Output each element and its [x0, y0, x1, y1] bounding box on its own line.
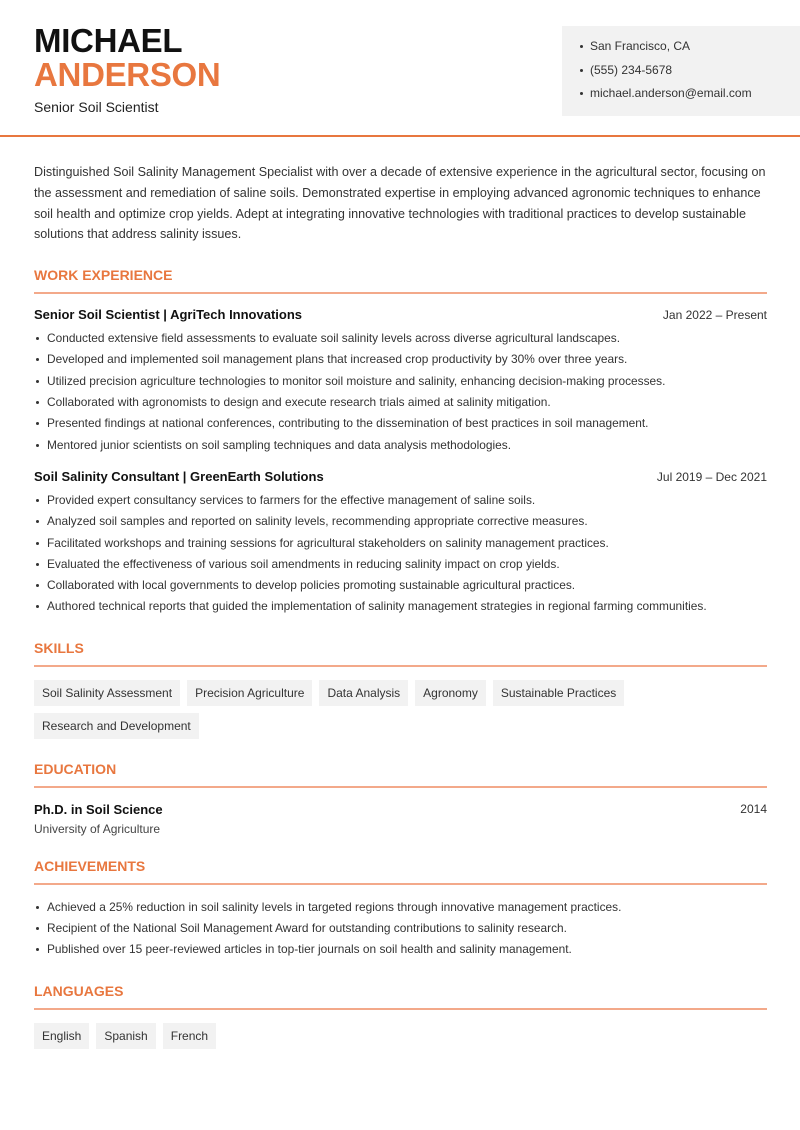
- skill-tag: Precision Agriculture: [187, 680, 312, 706]
- contact-email[interactable]: michael.anderson@email.com: [580, 85, 800, 109]
- job-bullet: Collaborated with local governments to develop policies promoting sustainable agricultural practices.: [34, 575, 767, 596]
- section-title-languages: LANGUAGES: [34, 983, 767, 1010]
- job-bullet: Facilitated workshops and training sessions for agricultural stakeholders on salinity management practices.: [34, 533, 767, 554]
- job-bullet: Collaborated with agronomists to design and execute research trials aimed at salinity mitigation.: [34, 392, 767, 413]
- languages-list: [34, 1023, 767, 1049]
- achievements-list: [34, 897, 767, 961]
- resume-header: [0, 0, 800, 137]
- section-title-work: WORK EXPERIENCE: [34, 267, 767, 294]
- section-title-skills: SKILLS: [34, 640, 767, 667]
- language-tag: Spanish: [96, 1023, 155, 1049]
- job-bullet: Developed and implemented soil management plans that increased crop productivity by 30% over three years.: [34, 349, 767, 370]
- first-name: MICHAEL: [34, 22, 183, 59]
- candidate-name: [34, 24, 220, 92]
- skill-tag: Soil Salinity Assessment: [34, 680, 180, 706]
- job-entry-title: Senior Soil Scientist | AgriTech Innovations: [34, 307, 303, 323]
- section-title-achievements: ACHIEVEMENTS: [34, 858, 767, 885]
- job-entry-date: Jul 2019 – Dec 2021: [656, 469, 767, 484]
- skill-tag: Research and Development: [34, 713, 199, 739]
- job-bullet: Utilized precision agriculture technologies to monitor soil moisture and salinity, enhancing decision-making processes.: [34, 371, 767, 392]
- education-degree: Ph.D. in Soil Science: [34, 801, 163, 817]
- achievement-item: Achieved a 25% reduction in soil salinity levels in targeted regions through innovative management practices.: [34, 897, 767, 918]
- skill-tag: Agronomy: [415, 680, 486, 706]
- education-entry: [34, 802, 767, 836]
- job-entry-title: Soil Salinity Consultant | GreenEarth Solutions: [34, 468, 324, 484]
- contact-box: [562, 26, 800, 116]
- job-entry: [34, 469, 767, 618]
- achievement-item: Recipient of the National Soil Management Award for outstanding contributions to salinity research.: [34, 918, 767, 939]
- last-name: ANDERSON: [34, 56, 221, 93]
- achievement-item: Published over 15 peer-reviewed articles in top-tier journals on soil health and salinity management.: [34, 939, 767, 960]
- contact-location: San Francisco, CA: [580, 38, 800, 62]
- language-tag: French: [163, 1023, 216, 1049]
- skill-tag: Data Analysis: [319, 680, 408, 706]
- job-bullet: Presented findings at national conferences, contributing to the dissemination of best practices in soil management.: [34, 413, 767, 434]
- summary: Distinguished Soil Salinity Management Specialist with over a decade of extensive experience in the agricultural sector, focusing on the assessment and remediation of saline soils. Demonstrated expertise in employing advanced agronomic techniques to enhance soil health and optimize crop yields. Adept at integrating innovative technologies with traditional practices to develop sustainable solutions that address salinity issues.: [34, 165, 766, 242]
- job-bullet: Authored technical reports that guided the implementation of salinity management strategies in regional farming communities.: [34, 596, 767, 617]
- job-bullet: Analyzed soil samples and reported on salinity levels, recommending appropriate corrective measures.: [34, 511, 767, 532]
- education-year: 2014: [740, 801, 767, 816]
- section-title-education: EDUCATION: [34, 761, 767, 788]
- job-title: Senior Soil Scientist: [34, 99, 159, 115]
- job-bullet: Evaluated the effectiveness of various soil amendments in reducing salinity impact on crop yields.: [34, 554, 767, 575]
- job-bullet: Provided expert consultancy services to farmers for the effective management of saline soils.: [34, 490, 767, 511]
- education-school: University of Agriculture: [34, 821, 161, 836]
- job-bullet: Mentored junior scientists on soil sampling techniques and data analysis methodologies.: [34, 435, 767, 456]
- skill-tag: Sustainable Practices: [493, 680, 624, 706]
- job-entry-date: Jan 2022 – Present: [662, 308, 767, 323]
- skills-list: [34, 680, 767, 739]
- contact-phone: (555) 234-5678: [580, 62, 800, 86]
- resume-body: [34, 162, 767, 1049]
- job-bullet: Conducted extensive field assessments to evaluate soil salinity levels across diverse agricultural landscapes.: [34, 328, 767, 349]
- language-tag: English: [34, 1023, 89, 1049]
- job-entry: [34, 307, 767, 456]
